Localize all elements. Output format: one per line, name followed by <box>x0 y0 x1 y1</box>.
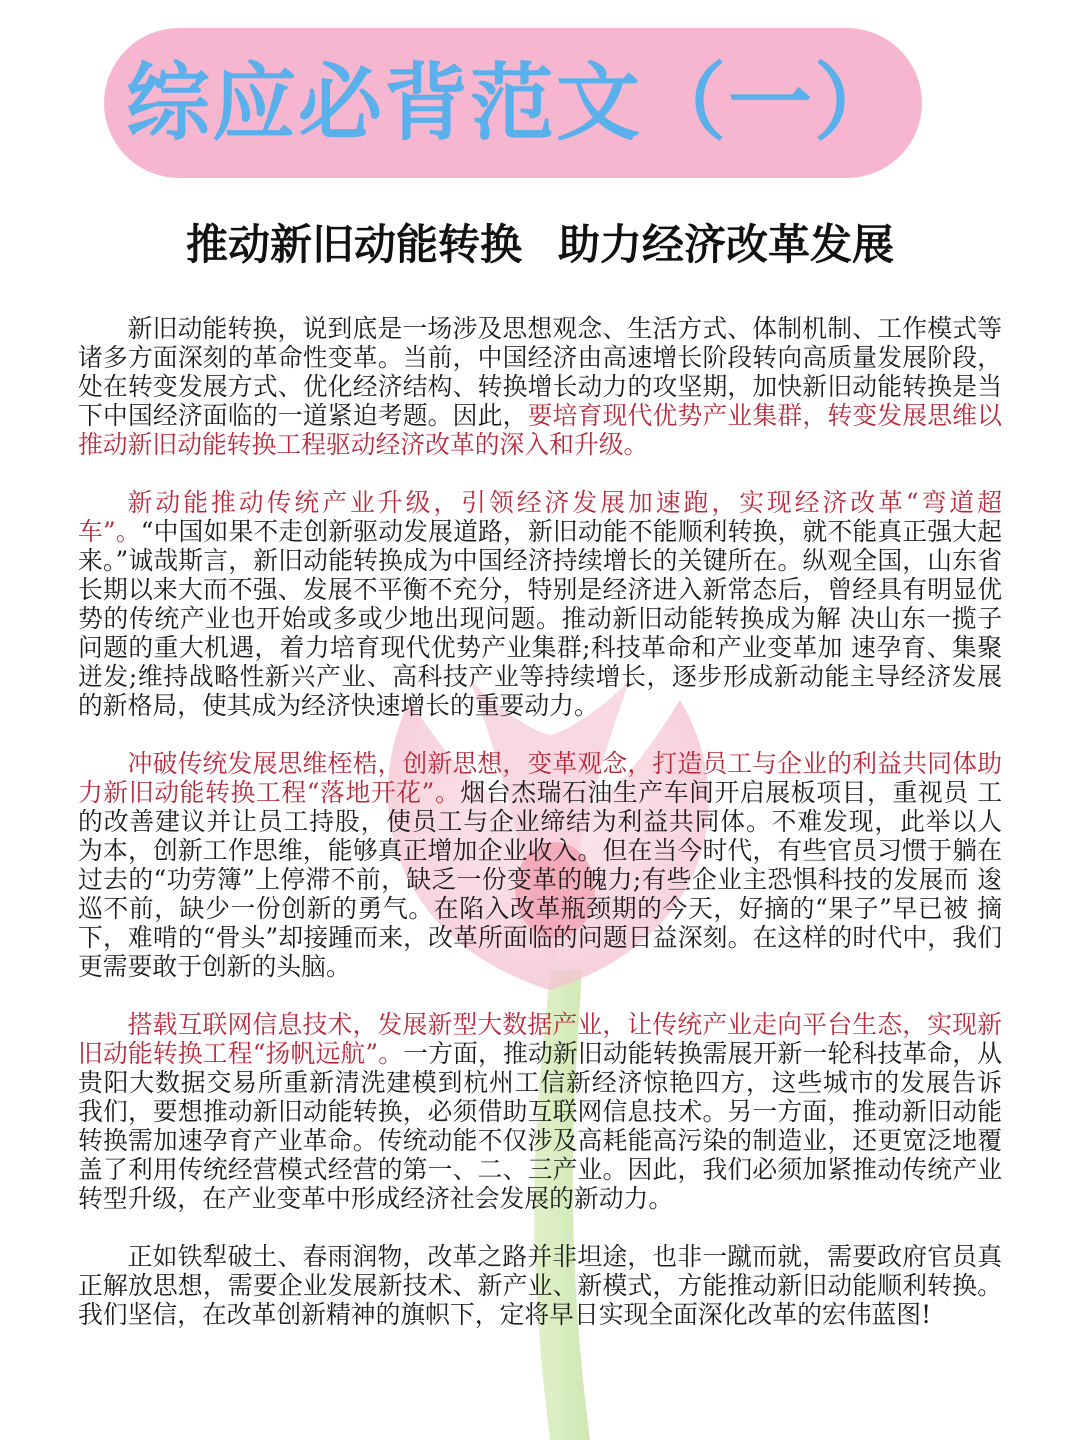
subtitle-right: 助力经济改革发展 <box>558 220 895 269</box>
paragraph-4 <box>78 1010 1002 1213</box>
paragraph-3-text: 烟台杰瑞石油生产车间开启展板项目，重视员 工的改善建议并让员工持股，使员工与企业缔结为利益共同体。不难发现，此举以人 为本，创新工作思维，能够真正增加企业收入。但在当今时代，有些官员习惯于躺在过去的“功劳簿”上停滞不前，缺乏一份变革的魄力;有些企业主恐惧科技的发展而 逡巡不前，缺少一份创新的勇气。在陷入改革瓶颈期的今天，好摘的“果子”早已被 摘下，难啃的“骨头”却接踵而来，改革所面临的问题日益深刻。在这样的时代中，我们更需要敢于创新的头脑。 <box>78 778 1002 981</box>
paragraph-5 <box>78 1242 1002 1329</box>
paragraph-1-text: 新旧动能转换，说到底是一场涉及思想观念、生活方式、体制机制、工作模式等诸多方面深刻的革命性变革。当前，中国经济由高速增长阶段转向高质量发展阶段，处在转变发展方式、优化经济结构、转换增长动力的攻坚期，加快新旧动能转换是当下中国经济面临的一道紧迫考题。因此， <box>78 314 1002 430</box>
paragraph-3-highlight: 冲破传统发展思维桎梏，创新思想，变革观念，打造员工与企业的利益共同体助力新旧动能转换工程“落地开花”。 <box>78 749 1002 807</box>
paragraph-1-highlight: 要培育现代优势产业集群，转变发展思维以推动新旧动能转换工程驱动经济改革的深入和升级。 <box>78 401 1002 459</box>
page-title: 综应必背范文（一） <box>125 54 900 152</box>
paragraph-3 <box>78 749 1002 981</box>
subtitle-left: 推动新旧动能转换 <box>185 220 522 269</box>
article-subtitle <box>0 212 1080 272</box>
paragraph-2 <box>78 488 1002 720</box>
paragraph-2-highlight: 新动能推动传统产业升级，引领经济发展加速跑，实现经济改革“弯道超车”。 <box>78 488 1002 546</box>
paragraph-5-text: 正如铁犁破土、春雨润物，改革之路并非坦途，也非一蹴而就，需要政府官员真正解放思想，需要企业发展新技术、新产业、新模式，方能推动新旧动能顺利转换。我们坚信，在改革创新精神的旗帜下，定将早日实现全面深化改革的宏伟蓝图! <box>78 1242 1002 1329</box>
paragraph-4-highlight: 搭载互联网信息技术，发展新型大数据产业，让传统产业走向平台生态，实现新旧动能转换工程“扬帆远航”。 <box>78 1010 1002 1068</box>
article-body <box>78 314 1002 1358</box>
paragraph-4-text: 一方面，推动新旧动能转换需展开新一轮科技革命，从贵阳大数据交易所重新清洗建模到杭州工信新经济惊艳四方，这些城市的发展告诉 我们，要想推动新旧动能转换，必须借助互联网信息技术。另一方面，推动新旧动能转换需加速孕育产业革命。传统动能不仅涉及高耗能高污染的制造业，还更宽泛地覆盖了利用传统经营模式经营的第一、二、三产业。因此，我们必须加紧推动传统产业转型升级，在产业变革中形成经济社会发展的新动力。 <box>78 1039 1002 1213</box>
paragraph-2-text: “中国如果不走创新驱动发展道路，新旧动能不能顺利转换，就不能真正强大起来。”诚哉斯言，新旧动能转换成为中国经济持续增长的关键所在。纵观全国，山东省长期以来大而不强、发展不平衡不充分，特别是经济进入新常态后，曾经具有明显优势的传统产业也开始或多或少地出现问题。推动新旧动能转换成为解 决山东一揽子问题的重大机遇，着力培育现代优势产业集群;科技革命和产业变革加 速孕育、集聚迸发;维持战略性新兴产业、高科技产业等持续增长，逐步形成新动能主导经济发展的新格局，使其成为经济快速增长的重要动力。 <box>78 517 1002 720</box>
paragraph-1 <box>78 314 1002 459</box>
